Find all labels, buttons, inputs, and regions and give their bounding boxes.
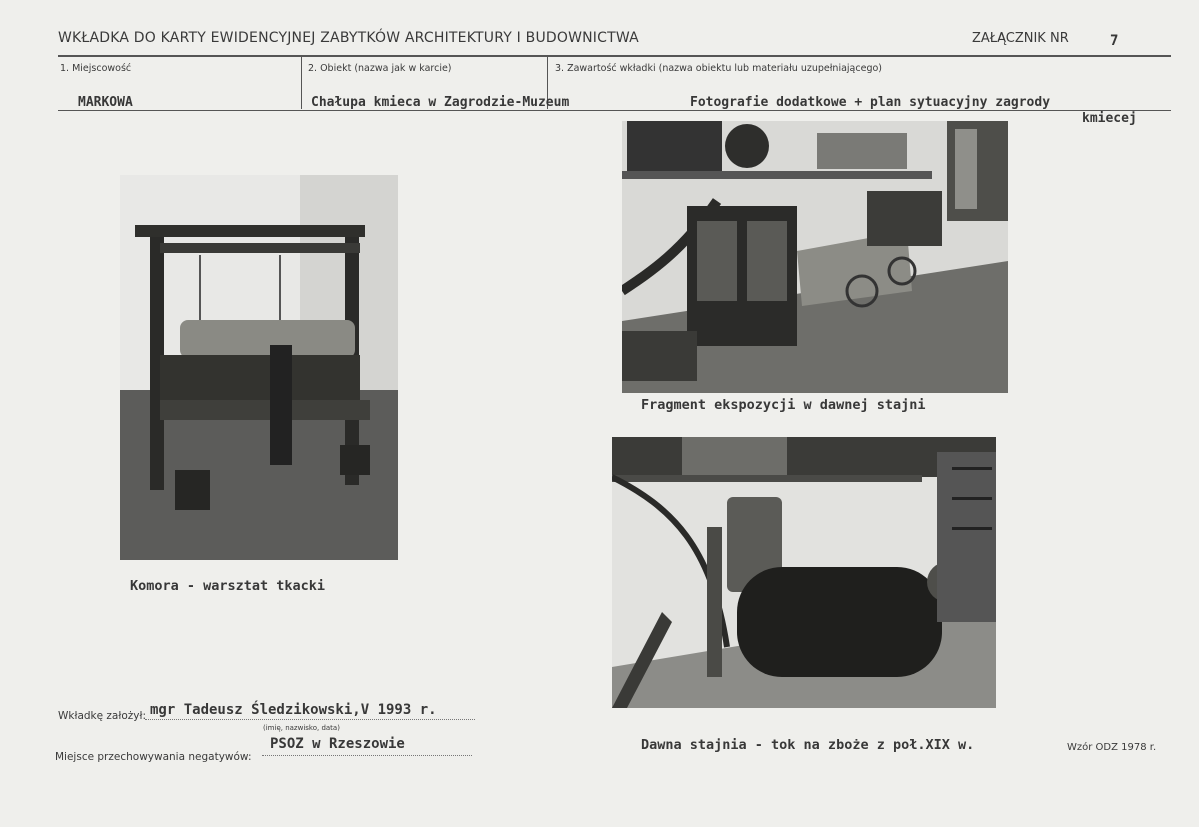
field-divider-1: [301, 57, 302, 109]
negatives-line: [262, 755, 472, 756]
annex-label: ZAŁĄCZNIK NR: [972, 31, 1069, 46]
object-label: 2. Obiekt (nazwa jak w karcie): [308, 63, 452, 74]
photo-loom: [120, 175, 398, 560]
annex-number: 7: [1110, 33, 1119, 49]
caption-threshing-floor: Dawna stajnia - tok na zboże z poł.XIX w.: [641, 737, 975, 753]
negatives-label: Miejsce przechowywania negatywów:: [55, 751, 252, 763]
locality-label: 1. Miejscowość: [60, 63, 132, 74]
sheet-title: WKŁADKA DO KARTY EWIDENCYJNEJ ZABYTKÓW ARCHITEKTURY I BUDOWNICTWA: [58, 30, 639, 46]
founder-hint: (imię, nazwisko, data): [263, 724, 340, 732]
form-reference: Wzór ODZ 1978 r.: [1067, 742, 1157, 753]
caption-loom: Komora - warsztat tkacki: [130, 578, 326, 594]
object-value: Chałupa kmieca w Zagrodzie-Muzeum: [311, 95, 570, 110]
photo-threshing-floor: [612, 437, 996, 708]
header-rule: [58, 55, 1171, 57]
photo-stable-exhibit: [622, 121, 1008, 393]
founder-line: [145, 719, 475, 720]
founder-label: Wkładkę założył:: [58, 710, 147, 722]
content-label: 3. Zawartość wkładki (nazwa obiektu lub materiału uzupełniającego): [555, 63, 882, 74]
content-value-line1: Fotografie dodatkowe + plan sytuacyjny zagrody: [690, 95, 1051, 110]
content-value-line2: kmiecej: [1082, 111, 1137, 126]
locality-value: MARKOWA: [78, 95, 133, 110]
caption-stable-exhibit: Fragment ekspozycji w dawnej stajni: [641, 397, 926, 413]
negatives-value: PSOZ w Rzeszowie: [270, 736, 405, 752]
founder-value: mgr Tadeusz Śledzikowski,V 1993 r.: [150, 702, 437, 718]
fields-rule: [58, 110, 1171, 111]
